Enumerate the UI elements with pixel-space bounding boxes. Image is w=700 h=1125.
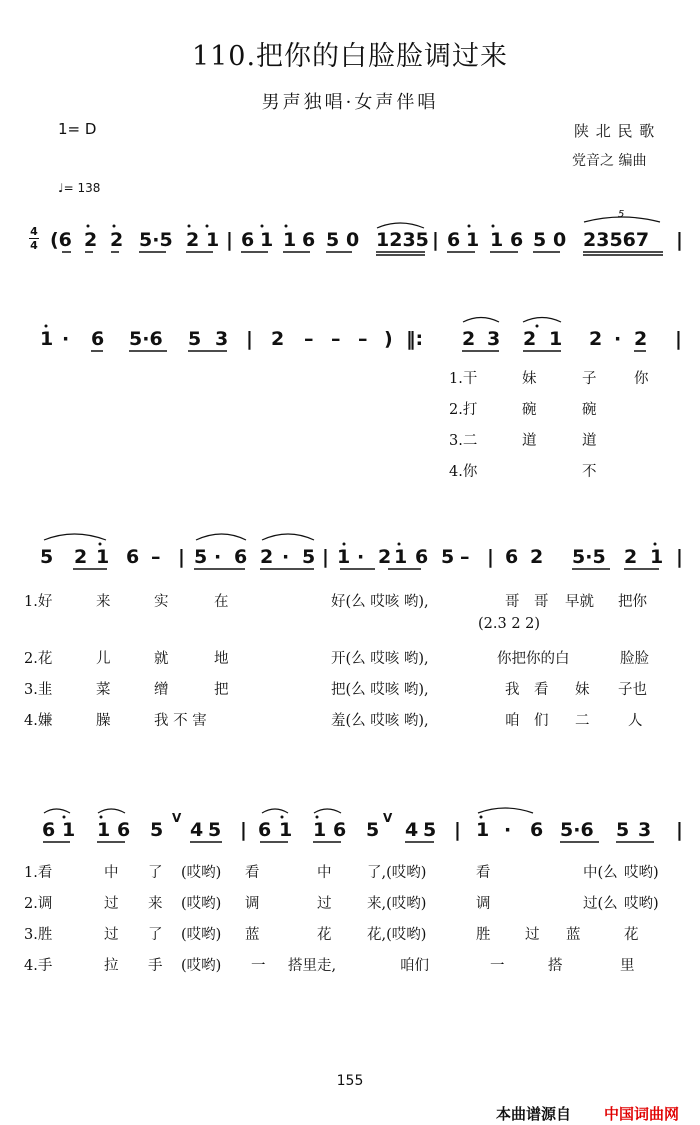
lyric-syllable: 早就 [565,594,594,610]
lyric-syllable: 不 [582,464,597,480]
note-glyph: 1 [394,546,408,568]
lyric-syllable: (哎哟) [181,927,222,943]
breath-mark: V [383,811,393,825]
lyric-syllable: 哥 [505,594,520,610]
note-glyph: 1 [650,546,664,568]
note-glyph: 0 [553,229,567,251]
note-glyph: 6 [530,819,544,841]
note-glyph: 6 [505,546,519,568]
note-glyph: 5 [150,819,164,841]
lyric-syllable: 胜 [476,927,491,943]
rhythm-dot: · [282,546,290,568]
note-glyph: 5 [194,546,208,568]
lyric-syllable: 妹 [575,682,590,698]
note-glyph: ) [384,328,393,350]
lyric-syllable: 2.打 [449,402,478,418]
key-signature: 1= D [58,120,97,138]
note-glyph: 2 [260,546,274,568]
lyric-syllable: 哥 [534,594,549,610]
repeat-start-sign: ‖: [406,328,424,350]
octave-dots [45,225,657,819]
note-glyph: 5 [302,546,316,568]
note-glyph: 1 [283,229,297,251]
lyric-syllable: 过 [317,896,332,912]
note-glyph: 6 [415,546,429,568]
lyric-syllable: 道 [522,433,537,449]
note-glyph: 5 [208,819,222,841]
note-glyph: 5 [326,229,340,251]
barline: | [322,546,329,568]
note-glyph: 2 [589,328,603,350]
sustain-dash: – [358,328,368,350]
barline: | [676,229,683,251]
lyric-syllable: 看 [534,682,549,698]
arranger-credit: 党音之 编曲 [572,153,647,169]
note-glyph: 0 [346,229,360,251]
lyric-syllable: 地 [214,651,229,667]
note-glyph: 4 [405,819,419,841]
site-name-link[interactable]: 中国词曲网 [604,1105,680,1123]
note-glyph: 3 [638,819,652,841]
sustain-dash: – [331,328,341,350]
note-glyph: 6 [447,229,461,251]
note-glyph: 2 [271,328,285,350]
tuplet-number: 5 [618,209,625,220]
note-glyph: 1 [313,819,327,841]
sustain-dash: – [151,546,161,568]
note-glyph: 1 [466,229,480,251]
lyric-syllable: 2.花 [24,651,53,667]
lyric-syllable: 你 [634,371,649,387]
note-glyph: 1 [490,229,504,251]
rhythm-dot: · [62,328,70,350]
lyric-syllable: 了 [148,865,163,881]
lyric-syllable: 臊 [96,713,111,729]
note-glyph: 6 [126,546,140,568]
note-glyph: 1235 [376,229,429,251]
note-glyph: 4 [190,819,204,841]
note-glyph: 5 [188,328,202,350]
note-glyph: 5 [616,819,630,841]
lyric-syllable: 实 [154,594,169,610]
lyric-syllable: 手 [148,958,163,974]
lyric-syllable: 我 [505,682,520,698]
note-glyph: 6 [510,229,524,251]
breath-mark: V [172,811,182,825]
note-glyph: 2 [378,546,392,568]
note-glyph: 5·6 [560,819,594,841]
lyric-syllable: 了,(哎哟) [367,865,427,881]
lyric-syllable: 们 [534,713,549,729]
lyric-syllable: 缯 [154,682,169,698]
lyric-syllable: 搭 [548,958,563,974]
lyric-syllable: 羞(么 哎咳 哟), [331,713,429,729]
lyric-syllable: 开(么 哎咳 哟), [331,651,429,667]
lyric-syllable: 子也 [618,682,647,698]
lyric-syllable: 4.你 [449,464,478,480]
barline: | [246,328,253,350]
barline: | [432,229,439,251]
lyric-syllable: 就 [154,651,169,667]
note-glyph: 1 [337,546,351,568]
note-glyph: 5 [423,819,437,841]
note-glyph: 23567 [583,229,650,251]
lyric-syllable: 来,(哎哟) [367,896,427,912]
rhythm-dot: · [504,819,512,841]
note-glyph: 1 [206,229,220,251]
lyric-syllable: 蓝 [566,927,581,943]
lyric-syllable: 人 [628,713,643,729]
lyric-syllable: (哎哟) [181,896,222,912]
note-glyph: 5 [441,546,455,568]
lyric-syllable: 子 [582,371,597,387]
note-glyph: 5·5 [139,229,173,251]
note-glyph: 2 [84,229,98,251]
note-glyph: 5 [533,229,547,251]
lyric-syllable: 拉 [104,958,119,974]
lyric-syllable: 过 [104,896,119,912]
lyric-syllable: 1.看 [24,865,53,881]
note-glyph: 5·6 [129,328,163,350]
lyric-syllable: 来 [148,896,163,912]
slurs [44,217,660,813]
note-glyph: 1 [62,819,76,841]
lyric-syllable: (2.3 2 2) [478,616,541,632]
note-glyph: 2 [624,546,638,568]
lyric-syllable: 哎哟) [624,896,659,912]
note-glyph: 6 [234,546,248,568]
barline: | [178,546,185,568]
lyric-syllable: 过(么 [583,896,618,912]
lyric-syllable: 2.调 [24,896,53,912]
note-glyph: 2 [462,328,476,350]
lyric-syllable: 哎哟) [624,865,659,881]
lyric-syllable: 碗 [522,402,537,418]
barline: | [240,819,247,841]
note-glyph: 1 [260,229,274,251]
note-glyph: 2 [523,328,537,350]
lyric-syllable: 1.干 [449,371,478,387]
barline: | [676,819,683,841]
note-glyph: 6 [117,819,131,841]
lyric-syllable: 3.韭 [24,682,53,698]
lyric-syllable: 中 [104,865,119,881]
lyric-syllable: 3.二 [449,433,478,449]
lyric-syllable: 过 [525,927,540,943]
note-glyph: 1 [97,819,111,841]
lyric-syllable: 3.胜 [24,927,53,943]
page-number: 155 [336,1073,364,1089]
lyric-syllable: 把(么 哎咳 哟), [331,682,429,698]
note-glyph: 6 [91,328,105,350]
note-glyph: 5 [40,546,54,568]
lyric-syllable: 在 [214,594,229,610]
note-glyph: 6 [333,819,347,841]
lyric-syllable: 了 [148,927,163,943]
barline: | [487,546,494,568]
time-signature-top: 4 [30,225,38,238]
lyric-syllable: 调 [245,896,260,912]
lyric-syllable: 蓝 [245,927,260,943]
note-glyph: 1 [549,328,563,350]
note-glyph: 1 [279,819,293,841]
tempo-marking: ♩= 138 [58,181,101,195]
note-glyph: 1 [96,546,110,568]
sustain-dash: – [460,546,470,568]
note-glyph: 2 [634,328,648,350]
note-glyph: 5·5 [572,546,606,568]
lyric-syllable: (哎哟) [181,865,222,881]
underlines [43,252,663,842]
lyric-syllable: 好(么 哎咳 哟), [331,594,429,610]
lyric-syllable: 花 [317,927,332,943]
barline: | [676,546,683,568]
lyric-syllable: 儿 [96,651,111,667]
note-glyph: 2 [110,229,124,251]
lyric-syllable: 搭里走, [288,958,337,974]
song-origin: 陕 北 民 歌 [574,122,656,140]
lyric-syllable: 4.手 [24,958,53,974]
lyric-syllable: 调 [476,896,491,912]
lyric-syllable: 花,(哎哟) [367,927,427,943]
lyric-syllable: 4.嫌 [24,713,53,729]
source-label: 本曲谱源自 [496,1105,572,1123]
note-glyph: 6 [42,819,56,841]
barline: | [675,328,682,350]
lyric-syllable: 一 [490,958,505,974]
lyric-syllable: 看 [476,865,491,881]
lyric-syllable: 中 [317,865,332,881]
song-subtitle: 男声独唱·女声伴唱 [261,92,439,113]
note-glyph: 1 [40,328,54,350]
lyric-syllable: 碗 [582,402,597,418]
lyric-syllable: 道 [582,433,597,449]
note-glyph: 6 [258,819,272,841]
song-title: 110.把你的白脸脸调过来 [191,41,509,72]
note-glyph: 1 [476,819,490,841]
lyric-syllable: 把你 [618,594,647,610]
lyric-syllable: 中(么 [583,865,618,881]
barline: | [454,819,461,841]
lyric-syllable: 脸脸 [620,651,649,667]
note-glyph: 6 [241,229,255,251]
lyric-syllable: (哎哟) [181,958,222,974]
lyric-syllable: 来 [96,594,111,610]
note-glyph: 3 [487,328,501,350]
note-glyph: 6 [302,229,316,251]
lyric-syllable: 1.好 [24,594,53,610]
sustain-dash: – [304,328,314,350]
lyric-syllable: 我 不 害 [154,713,207,729]
lyric-syllable: 咱们 [400,958,429,974]
lyric-syllable: 菜 [96,682,111,698]
lyric-syllable: 看 [245,865,260,881]
lyric-syllable: 咱 [505,713,520,729]
note-glyph: 5 [366,819,380,841]
lyric-syllable: 妹 [522,371,537,387]
note-glyph: 2 [186,229,200,251]
lyric-syllable: 过 [104,927,119,943]
lyric-syllable: 里 [620,958,635,974]
rhythm-dot: · [357,546,365,568]
lyric-syllable: 一 [251,958,266,974]
lyric-syllable: 二 [575,713,590,729]
lyric-syllable: 你把你的白 [497,651,570,667]
time-signature-bottom: 4 [30,239,38,252]
lyric-syllable: 把 [214,682,229,698]
note-glyph: 2 [74,546,88,568]
note-glyph: 3 [215,328,229,350]
lyric-syllable: 花 [624,927,639,943]
rhythm-dot: · [214,546,222,568]
barline: | [226,229,233,251]
note-glyph: (6 [50,229,72,251]
note-glyph: 2 [530,546,544,568]
rhythm-dot: · [614,328,622,350]
